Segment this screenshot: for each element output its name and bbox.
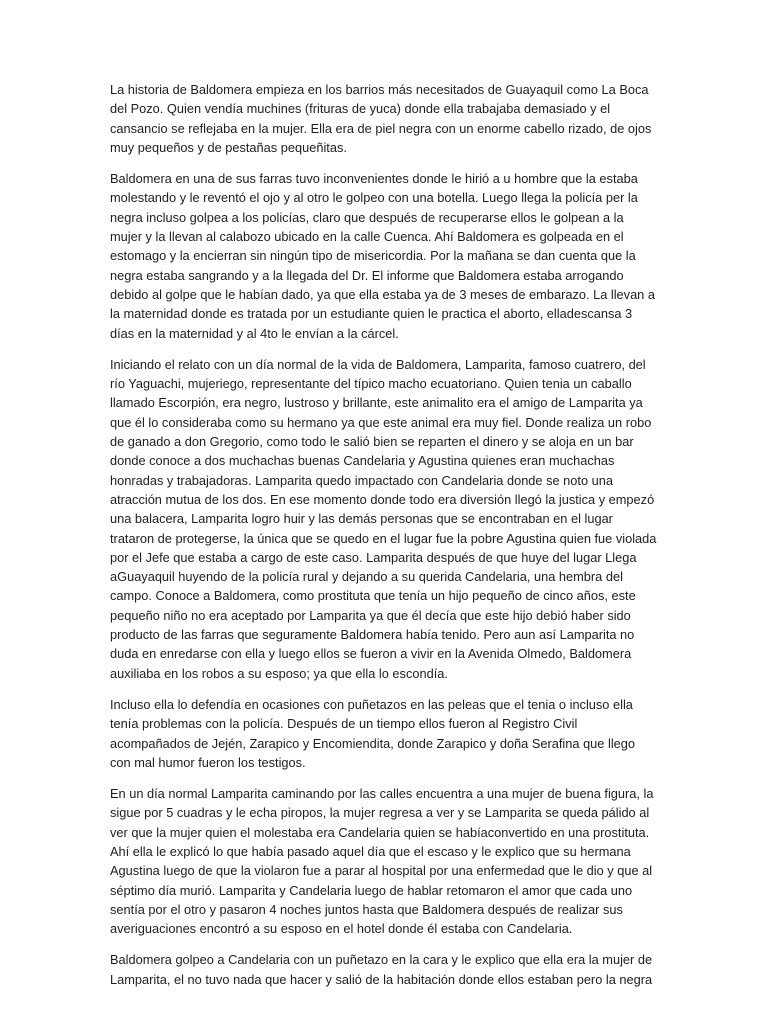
paragraph-6: Baldomera golpeo a Candelaria con un puñetazo en la cara y le explico que ella era la mujer de Lamparita, el no tuvo nada que hacer y salió de la habitación donde ellos estaban pero la negra	[110, 952, 653, 987]
document-page	[110, 80, 659, 1001]
paragraph-3: Iniciando el relato con un día normal de la vida de Baldomera, Lamparita, famoso cuatrero, del río Yaguachi, mujeriego, representante del típico macho ecuatoriano. Quien tenia un caballo llamado Escorpión, era negro, lustroso y brillante, este animalito era el amigo de Lamparita ya que él lo consideraba como su hermano ya que este animal era muy fiel. Donde realiza un robo de ganado a don Gregorio, como todo le salió bien se reparten el dinero y se aloja en un bar donde conoce a dos muchachas buenas Candelaria y Agustina quienes eran muchachas honradas y trabajadoras. Lamparita quedo impactado con Candelaria donde se noto una atracción mutua de los dos. En ese momento donde todo era diversión llegó la justica y empezó una balacera, Lamparita logro huir y las demás personas que se encontraban en el lugar trataron de protegerse, la única que se quedo en el lugar fue la pobre Agustina quien fue violada por el Jefe que estaba a cargo de este caso. Lamparita después de que huye del lugar Llega aGuayaquil huyendo de la policía rural y dejando a su querida Candelaria, una hembra del campo. Conoce a Baldomera, como prostituta que tenía un hijo pequeño de cinco años, este pequeño niño no era aceptado por Lamparita ya que él decía que este hijo debió haber sido producto de las farras que seguramente Baldomera había tenido. Pero aun así Lamparita no duda en enredarse con ella y luego ellos se fueron a vivir en la Avenida Olmedo, Baldomera auxiliaba en los robos a su esposo; ya que ella lo escondía.	[110, 356, 657, 681]
paragraph-5: En un día normal Lamparita caminando por las calles encuentra a una mujer de buena figura, la sigue por 5 cuadras y le echa piropos, la mujer regresa a ver y se Lamparita se queda pálido al ver que la mujer quien el molestaba era Candelaria quien se habíaconvertido en una prostituta. Ahí ella le explicó lo que había pasado aquel día que el escaso y le explico que su hermana Agustina luego de que la violaron fue a parar al hospital por una enfermedad que le dio y que al séptimo día murió. Lamparita y Candelaria luego de hablar retomaron el amor que cada uno sentía por el otro y pasaron 4 noches juntos hasta que Baldomera después de realizar sus averiguaciones encontró a su esposo en el hotel donde él estaba con Candelaria.	[110, 786, 654, 937]
paragraph-4: Incluso ella lo defendía en ocasiones con puñetazos en las peleas que el tenia o incluso ella tenía problemas con la policía. Después de un tiempo ellos fueron al Registro Civil acompañados de Jején, Zarapico y Encomiendita, donde Zarapico y doña Serafina que llego con mal humor fueron los testigos.	[110, 696, 636, 770]
paragraph-1: La historia de Baldomera empieza en los barrios más necesitados de Guayaquil como La Boca del Pozo. Quien vendía muchines (frituras de yuca) donde ella trabajaba demasiado y el cansancio se reflejaba en la mujer. Ella era de piel negra con un enorme cabello rizado, de ojos muy pequeños y de pestañas pequeñitas.	[110, 82, 652, 155]
paragraph-2: Baldomera en una de sus farras tuvo inconvenientes donde le hirió a u hombre que la estaba molestando y le reventó el ojo y al otro le golpeo con una botella. Luego llega la policía per la negra incluso golpea a los policías, claro que después de recuperarse ellos le golpean a la mujer y la llevan al calabozo ubicado en la calle Cuenca. Ahí Baldomera es golpeada en el estomago y la encierran sin ningún tipo de misericordia. Por la mañana se dan cuenta que la negra estaba sangrando y a la llegada del Dr. El informe que Baldomera estaba arrogando debido al golpe que le habían dado, ya que ella estaba ya de 3 meses de embarazo. La llevan a la maternidad donde es tratada por un estudiante quien le practica el aborto, elladescansa 3 días en la maternidad y al 4to le envían a la cárcel.	[110, 171, 655, 341]
